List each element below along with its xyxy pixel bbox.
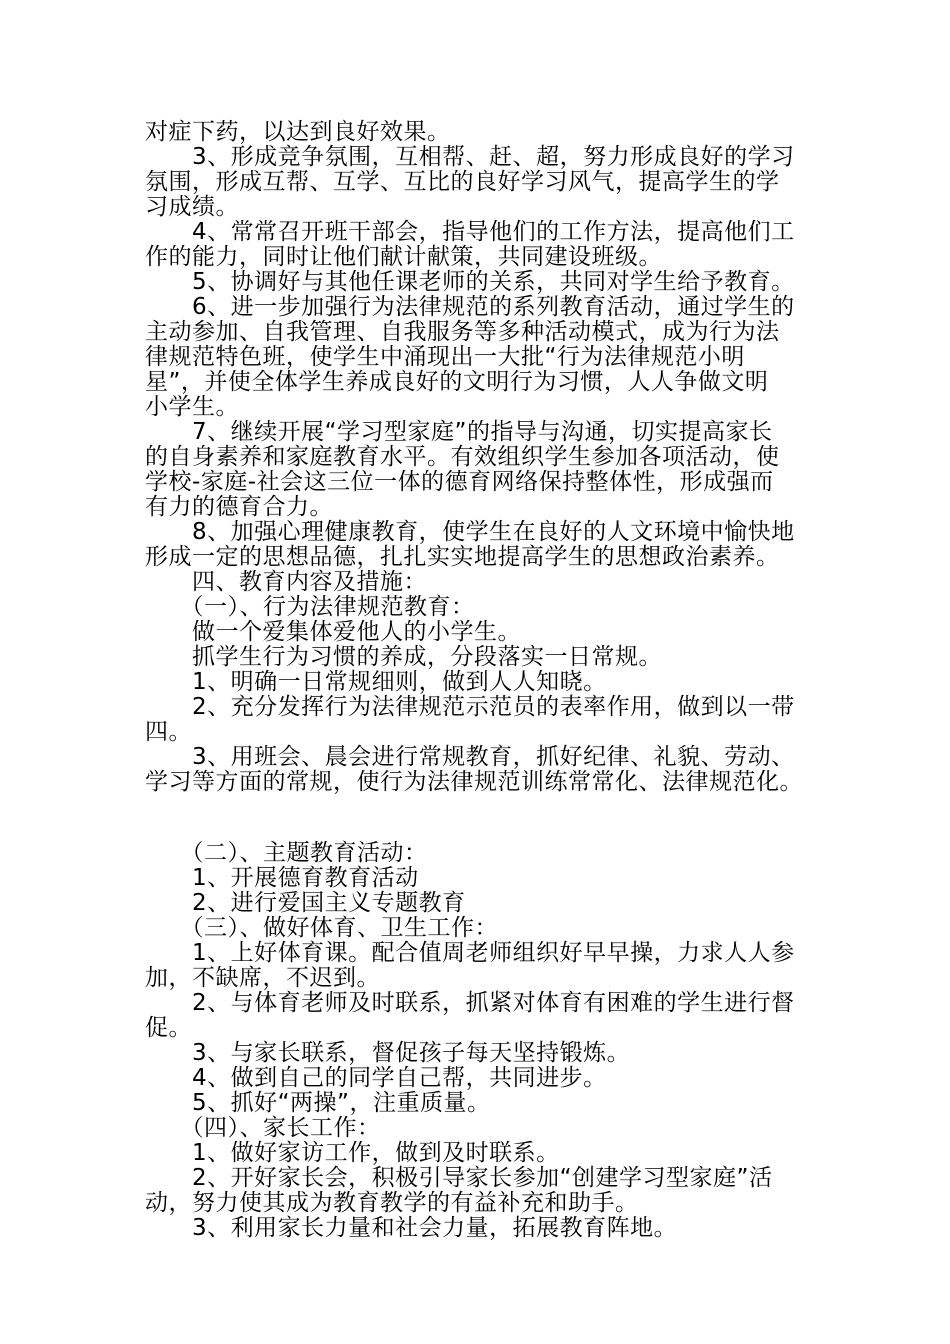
text-line: 抓学生行为习惯的养成，分段落实一日常规。 <box>145 644 662 670</box>
text-line: 小学生。 <box>145 394 239 420</box>
text-line: 7、继续开展“学习型家庭”的指导与沟通，切实提高家长 <box>145 419 773 445</box>
text-line: 2、充分发挥行为法律规范示范员的表率作用，做到以一带 <box>145 694 795 720</box>
text-line: 形成一定的思想品德，扎扎实实地提高学生的思想政治素养。 <box>145 544 780 570</box>
text-line: 主动参加、自我管理、自我服务等多种活动模式，成为行为法 <box>145 319 780 345</box>
text-line: 有力的德育合力。 <box>145 494 333 520</box>
document-body <box>145 120 835 1241</box>
text-line: （一）、行为法律规范教育： <box>145 594 475 620</box>
text-line: 1、上好体育课。配合值周老师组织好早早操，力求人人参 <box>145 940 795 966</box>
text-line: 6、进一步加强行为法律规范的系列教育活动，通过学生的 <box>145 294 795 320</box>
text-line: 四。 <box>145 719 192 745</box>
text-line: 3、形成竞争氛围，互相帮、赶、超，努力形成良好的学习 <box>145 144 795 170</box>
text-line: （三）、做好体育、卫生工作： <box>145 915 498 941</box>
text-line: （四）、家长工作： <box>145 1115 381 1141</box>
text-line: 四、教育内容及措施： <box>145 569 427 595</box>
text-line: 5、协调好与其他任课老师的关系，共同对学生给予教育。 <box>145 269 795 295</box>
text-line: 律规范特色班，使学生中涌现出一大批“行为法律规范小明 <box>145 344 745 370</box>
text-line: 加，不缺席，不迟到。 <box>145 965 380 991</box>
text-line: 学校-家庭-社会这三位一体的德育网络保持整体性，形成强而 <box>145 469 774 495</box>
text-line: 4、常常召开班干部会，指导他们的工作方法，提高他们工 <box>145 219 795 245</box>
text-line: 作的能力，同时让他们献计献策，共同建设班级。 <box>145 244 662 270</box>
text-line: 1、做好家访工作，做到及时联系。 <box>145 1140 560 1166</box>
text-line: 学习等方面的常规，使行为法律规范训练常常化、法律规范化。 <box>145 769 803 795</box>
text-line: 氛围，形成互帮、互学、互比的良好学习风气，提高学生的学 <box>145 169 780 195</box>
text-line: 5、抓好“两操”，注重质量。 <box>145 1090 491 1116</box>
text-line: 8、加强心理健康教育，使学生在良好的人文环境中愉快地 <box>145 519 795 545</box>
text-line: （二）、主题教育活动： <box>145 840 428 866</box>
text-line: 3、与家长联系，督促孩子每天坚持锻炼。 <box>145 1040 631 1066</box>
text-line: 对症下药，以达到良好效果。 <box>145 119 451 145</box>
text-line: 2、与体育老师及时联系，抓紧对体育有困难的学生进行督 <box>145 990 795 1016</box>
text-line: 促。 <box>145 1015 192 1041</box>
paragraph-gap <box>145 795 835 841</box>
text-line: 星”，并使全体学生养成良好的文明行为习惯，人人争做文明 <box>145 369 769 395</box>
text-line: 3、利用家长力量和社会力量，拓展教育阵地。 <box>145 1215 678 1241</box>
text-line: 2、开好家长会，积极引导家长参加“创建学习型家庭”活 <box>145 1165 773 1191</box>
text-line: 1、开展德育教育活动 <box>145 865 419 891</box>
text-line: 3、用班会、晨会进行常规教育，抓好纪律、礼貌、劳动、 <box>145 744 795 770</box>
text-line: 做一个爱集体爱他人的小学生。 <box>145 619 521 645</box>
text-line: 1、明确一日常规细则，做到人人知晓。 <box>145 669 607 695</box>
text-line: 2、进行爱国主义专题教育 <box>145 890 466 916</box>
text-line: 习成绩。 <box>145 194 239 220</box>
text-line: 动，努力使其成为教育教学的有益补充和助手。 <box>145 1190 639 1216</box>
text-line: 4、做到自己的同学自己帮，共同进步。 <box>145 1065 607 1091</box>
text-line: 的自身素养和家庭教育水平。有效组织学生参加各项活动，使 <box>145 444 780 470</box>
